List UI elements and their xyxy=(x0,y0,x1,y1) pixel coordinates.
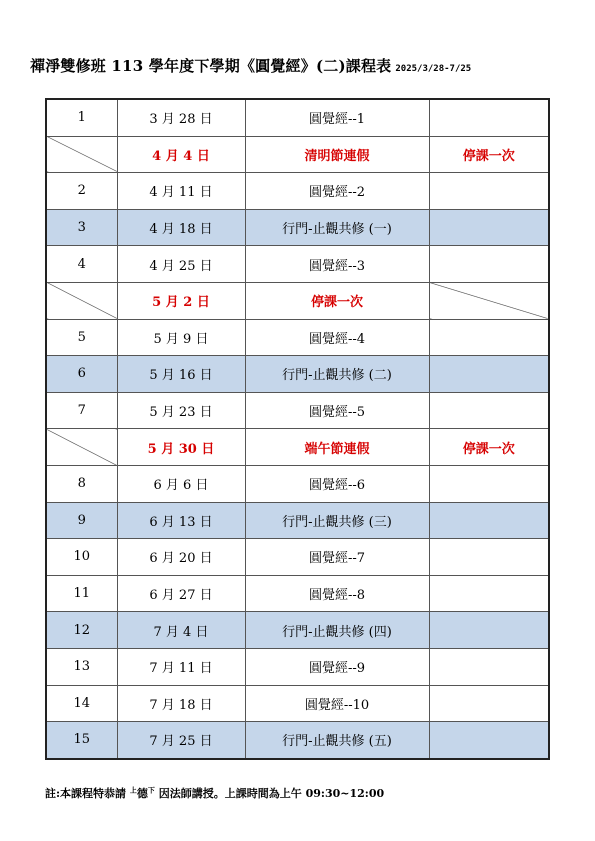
table-row xyxy=(46,648,549,685)
table-row xyxy=(46,722,549,759)
cell-note xyxy=(429,612,549,649)
table-row xyxy=(46,392,549,429)
cell-number: 10 xyxy=(46,539,117,576)
cell-date: 4 月 18 日 xyxy=(117,209,245,246)
cell-note xyxy=(429,392,549,429)
cell-number: 12 xyxy=(46,612,117,649)
cell-date: 7 月 4 日 xyxy=(117,612,245,649)
footer-sup-left: 上 xyxy=(129,785,137,795)
footer-suffix: 因法師講授。上課時間為上午 09:30~12:00 xyxy=(158,787,385,800)
cell-date: 5 月 30 日 xyxy=(117,429,245,466)
table-row xyxy=(46,465,549,502)
cell-topic: 清明節連假 xyxy=(245,136,429,173)
cell-topic: 行門-止觀共修 (五) xyxy=(245,722,429,759)
cell-note xyxy=(429,209,549,246)
cell-number xyxy=(46,136,117,173)
cell-date: 6 月 27 日 xyxy=(117,575,245,612)
cell-number: 15 xyxy=(46,722,117,759)
cell-date: 7 月 18 日 xyxy=(117,685,245,722)
schedule-title xyxy=(30,55,570,79)
title-date-range: 2025/3/28-7/25 xyxy=(395,64,472,74)
table-row xyxy=(46,612,549,649)
cell-topic: 圓覺經--10 xyxy=(245,685,429,722)
cell-number: 1 xyxy=(46,99,117,136)
cell-number: 14 xyxy=(46,685,117,722)
cell-topic: 圓覺經--3 xyxy=(245,246,429,283)
table-row xyxy=(46,685,549,722)
cell-note xyxy=(429,575,549,612)
cell-topic: 行門-止觀共修 (四) xyxy=(245,612,429,649)
cell-note: 停課一次 xyxy=(429,136,549,173)
cell-note xyxy=(429,356,549,393)
footer-teacher-name: 德 xyxy=(136,787,148,800)
cell-topic: 行門-止觀共修 (二) xyxy=(245,356,429,393)
footer-note xyxy=(45,785,384,801)
cell-note: 停課一次 xyxy=(429,429,549,466)
cell-note xyxy=(429,319,549,356)
cell-note xyxy=(429,539,549,576)
cell-note xyxy=(429,465,549,502)
cell-date: 6 月 20 日 xyxy=(117,539,245,576)
cell-topic: 行門-止觀共修 (三) xyxy=(245,502,429,539)
footer-sup-right: 下 xyxy=(147,785,155,795)
footer-prefix: 註:本課程特恭請 xyxy=(45,787,127,800)
cell-date: 4 月 25 日 xyxy=(117,246,245,283)
schedule-table xyxy=(45,98,550,760)
cell-number: 3 xyxy=(46,209,117,246)
table-row xyxy=(46,136,549,173)
cell-date: 4 月 4 日 xyxy=(117,136,245,173)
cell-date: 6 月 13 日 xyxy=(117,502,245,539)
table-row xyxy=(46,246,549,283)
table-row xyxy=(46,319,549,356)
cell-date: 3 月 28 日 xyxy=(117,99,245,136)
cell-date: 5 月 23 日 xyxy=(117,392,245,429)
cell-date: 5 月 16 日 xyxy=(117,356,245,393)
cell-number: 7 xyxy=(46,392,117,429)
cell-number: 5 xyxy=(46,319,117,356)
cell-number: 4 xyxy=(46,246,117,283)
table-row xyxy=(46,502,549,539)
cell-topic: 圓覺經--2 xyxy=(245,173,429,210)
cell-number: 6 xyxy=(46,356,117,393)
table-row xyxy=(46,282,549,319)
cell-number: 2 xyxy=(46,173,117,210)
table-row xyxy=(46,356,549,393)
cell-number: 9 xyxy=(46,502,117,539)
table-row xyxy=(46,173,549,210)
cell-date: 6 月 6 日 xyxy=(117,465,245,502)
cell-number: 11 xyxy=(46,575,117,612)
cell-topic: 圓覺經--5 xyxy=(245,392,429,429)
cell-note xyxy=(429,282,549,319)
table-row xyxy=(46,429,549,466)
cell-topic: 端午節連假 xyxy=(245,429,429,466)
cell-note xyxy=(429,99,549,136)
cell-note xyxy=(429,685,549,722)
cell-topic: 圓覺經--1 xyxy=(245,99,429,136)
cell-date: 7 月 11 日 xyxy=(117,648,245,685)
cell-note xyxy=(429,648,549,685)
cell-topic: 行門-止觀共修 (一) xyxy=(245,209,429,246)
cell-topic: 圓覺經--8 xyxy=(245,575,429,612)
table-row xyxy=(46,209,549,246)
cell-topic: 停課一次 xyxy=(245,282,429,319)
cell-number: 13 xyxy=(46,648,117,685)
schedule-table-body xyxy=(46,99,549,759)
title-main: 禪淨雙修班 113 學年度下學期《圓覺經》(二)課程表 xyxy=(30,57,392,75)
table-row xyxy=(46,539,549,576)
cell-topic: 圓覺經--7 xyxy=(245,539,429,576)
cell-note xyxy=(429,502,549,539)
cell-number: 8 xyxy=(46,465,117,502)
table-row xyxy=(46,99,549,136)
cell-note xyxy=(429,173,549,210)
cell-topic: 圓覺經--9 xyxy=(245,648,429,685)
cell-number xyxy=(46,429,117,466)
cell-date: 5 月 2 日 xyxy=(117,282,245,319)
cell-number xyxy=(46,282,117,319)
cell-date: 4 月 11 日 xyxy=(117,173,245,210)
cell-note xyxy=(429,722,549,759)
cell-note xyxy=(429,246,549,283)
table-row xyxy=(46,575,549,612)
cell-date: 7 月 25 日 xyxy=(117,722,245,759)
cell-topic: 圓覺經--4 xyxy=(245,319,429,356)
cell-date: 5 月 9 日 xyxy=(117,319,245,356)
cell-topic: 圓覺經--6 xyxy=(245,465,429,502)
